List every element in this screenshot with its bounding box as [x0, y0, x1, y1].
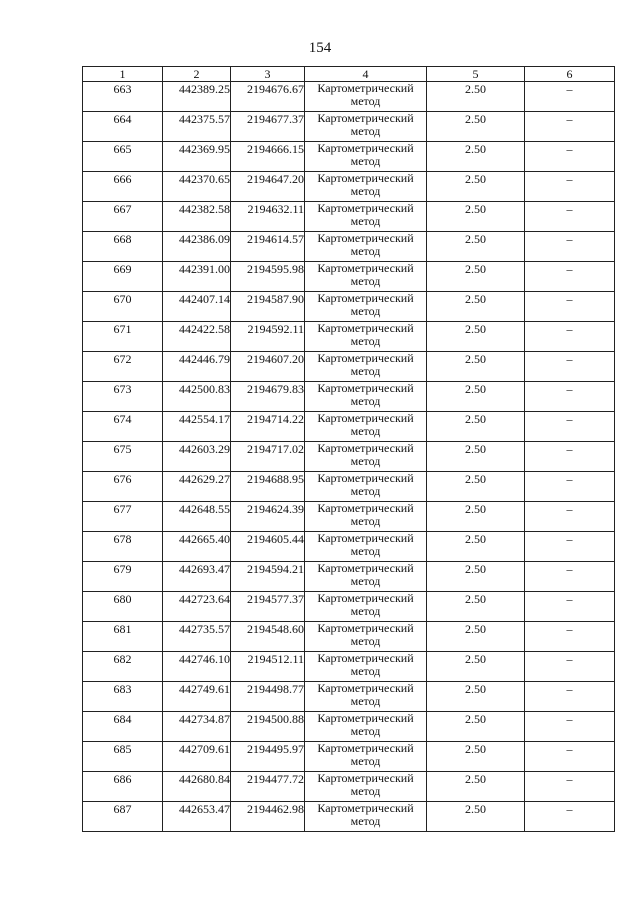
note-cell: – [525, 82, 615, 112]
accuracy-cell: 2.50 [427, 712, 525, 742]
point-number-cell: 683 [83, 682, 163, 712]
point-number-cell: 663 [83, 82, 163, 112]
y-coordinate-cell: 2194594.21 [231, 562, 305, 592]
point-number-cell: 680 [83, 592, 163, 622]
method-cell [305, 412, 427, 442]
method-cell [305, 802, 427, 832]
table-header-row [83, 67, 615, 82]
method-label-line1: Картометрический [317, 261, 414, 275]
accuracy-cell: 2.50 [427, 742, 525, 772]
point-number-cell: 673 [83, 382, 163, 412]
method-label-line2: метод [350, 453, 381, 468]
method-label-line1: Картометрический [317, 441, 414, 455]
method-label-line2: метод [350, 663, 381, 678]
point-number-cell: 674 [83, 412, 163, 442]
accuracy-cell: 2.50 [427, 382, 525, 412]
y-coordinate-cell: 2194624.39 [231, 502, 305, 532]
note-cell: – [525, 562, 615, 592]
accuracy-cell: 2.50 [427, 442, 525, 472]
method-label-line1: Картометрический [317, 171, 414, 185]
accuracy-cell: 2.50 [427, 412, 525, 442]
x-coordinate-cell: 442709.61 [163, 742, 231, 772]
method-label-line2: метод [350, 813, 381, 828]
point-number-cell: 678 [83, 532, 163, 562]
method-cell [305, 742, 427, 772]
accuracy-cell: 2.50 [427, 202, 525, 232]
method-label-line1: Картометрический [317, 651, 414, 665]
method-cell [305, 682, 427, 712]
method-cell [305, 232, 427, 262]
y-coordinate-cell: 2194512.11 [231, 652, 305, 682]
method-label-line2: метод [350, 153, 381, 168]
point-number-cell: 685 [83, 742, 163, 772]
table-row [83, 382, 615, 412]
y-coordinate-cell: 2194495.97 [231, 742, 305, 772]
method-label-line1: Картометрический [317, 471, 414, 485]
method-label-line1: Картометрический [317, 741, 414, 755]
method-label-line1: Картометрический [317, 231, 414, 245]
point-number-cell: 671 [83, 322, 163, 352]
accuracy-cell: 2.50 [427, 472, 525, 502]
x-coordinate-cell: 442382.58 [163, 202, 231, 232]
method-cell [305, 82, 427, 112]
method-label-line2: метод [350, 123, 381, 138]
note-cell: – [525, 472, 615, 502]
table-row [83, 82, 615, 112]
column-header-3: 3 [231, 67, 305, 82]
point-number-cell: 687 [83, 802, 163, 832]
table-body [83, 82, 615, 832]
table-row [83, 652, 615, 682]
method-label-line1: Картометрический [317, 801, 414, 815]
y-coordinate-cell: 2194577.37 [231, 592, 305, 622]
table-row [83, 622, 615, 652]
method-cell [305, 322, 427, 352]
x-coordinate-cell: 442389.25 [163, 82, 231, 112]
y-coordinate-cell: 2194607.20 [231, 352, 305, 382]
y-coordinate-cell: 2194614.57 [231, 232, 305, 262]
method-cell [305, 532, 427, 562]
x-coordinate-cell: 442446.79 [163, 352, 231, 382]
table-row [83, 172, 615, 202]
method-cell [305, 112, 427, 142]
x-coordinate-cell: 442407.14 [163, 292, 231, 322]
x-coordinate-cell: 442653.47 [163, 802, 231, 832]
method-label-line2: метод [350, 243, 381, 258]
y-coordinate-cell: 2194679.83 [231, 382, 305, 412]
y-coordinate-cell: 2194714.22 [231, 412, 305, 442]
note-cell: – [525, 112, 615, 142]
table-row [83, 142, 615, 172]
method-cell [305, 652, 427, 682]
point-number-cell: 667 [83, 202, 163, 232]
x-coordinate-cell: 442693.47 [163, 562, 231, 592]
accuracy-cell: 2.50 [427, 592, 525, 622]
note-cell: – [525, 652, 615, 682]
accuracy-cell: 2.50 [427, 802, 525, 832]
method-label-line2: метод [350, 633, 381, 648]
method-label-line2: метод [350, 573, 381, 588]
note-cell: – [525, 232, 615, 262]
table-row [83, 412, 615, 442]
method-label-line1: Картометрический [317, 591, 414, 605]
note-cell: – [525, 772, 615, 802]
note-cell: – [525, 442, 615, 472]
table-row [83, 502, 615, 532]
point-number-cell: 676 [83, 472, 163, 502]
y-coordinate-cell: 2194477.72 [231, 772, 305, 802]
column-header-6: 6 [525, 67, 615, 82]
note-cell: – [525, 682, 615, 712]
method-label-line2: метод [350, 603, 381, 618]
accuracy-cell: 2.50 [427, 562, 525, 592]
point-number-cell: 686 [83, 772, 163, 802]
method-cell [305, 172, 427, 202]
y-coordinate-cell: 2194632.11 [231, 202, 305, 232]
accuracy-cell: 2.50 [427, 772, 525, 802]
x-coordinate-cell: 442370.65 [163, 172, 231, 202]
method-label-line1: Картометрический [317, 531, 414, 545]
method-label-line1: Картометрический [317, 411, 414, 425]
x-coordinate-cell: 442665.40 [163, 532, 231, 562]
method-label-line1: Картометрический [317, 711, 414, 725]
method-label-line1: Картометрический [317, 291, 414, 305]
accuracy-cell: 2.50 [427, 112, 525, 142]
y-coordinate-cell: 2194647.20 [231, 172, 305, 202]
method-cell [305, 502, 427, 532]
point-number-cell: 672 [83, 352, 163, 382]
accuracy-cell: 2.50 [427, 82, 525, 112]
method-cell [305, 292, 427, 322]
accuracy-cell: 2.50 [427, 502, 525, 532]
note-cell: – [525, 352, 615, 382]
method-cell [305, 622, 427, 652]
table-row [83, 232, 615, 262]
table-row [83, 592, 615, 622]
x-coordinate-cell: 442629.27 [163, 472, 231, 502]
accuracy-cell: 2.50 [427, 352, 525, 382]
point-number-cell: 670 [83, 292, 163, 322]
y-coordinate-cell: 2194498.77 [231, 682, 305, 712]
y-coordinate-cell: 2194717.02 [231, 442, 305, 472]
method-label-line1: Картометрический [317, 81, 414, 95]
method-label-line1: Картометрический [317, 201, 414, 215]
accuracy-cell: 2.50 [427, 652, 525, 682]
note-cell: – [525, 802, 615, 832]
method-label-line2: метод [350, 513, 381, 528]
method-cell [305, 562, 427, 592]
note-cell: – [525, 382, 615, 412]
method-label-line2: метод [350, 273, 381, 288]
method-label-line2: метод [350, 723, 381, 738]
method-cell [305, 442, 427, 472]
note-cell: – [525, 172, 615, 202]
table-row [83, 112, 615, 142]
table-row [83, 682, 615, 712]
method-label-line2: метод [350, 333, 381, 348]
accuracy-cell: 2.50 [427, 232, 525, 262]
x-coordinate-cell: 442375.57 [163, 112, 231, 142]
table-row [83, 262, 615, 292]
method-label-line2: метод [350, 693, 381, 708]
y-coordinate-cell: 2194688.95 [231, 472, 305, 502]
method-label-line2: метод [350, 753, 381, 768]
column-header-1: 1 [83, 67, 163, 82]
x-coordinate-cell: 442500.83 [163, 382, 231, 412]
x-coordinate-cell: 442391.00 [163, 262, 231, 292]
accuracy-cell: 2.50 [427, 682, 525, 712]
point-number-cell: 664 [83, 112, 163, 142]
method-label-line2: метод [350, 423, 381, 438]
y-coordinate-cell: 2194676.67 [231, 82, 305, 112]
x-coordinate-cell: 442723.64 [163, 592, 231, 622]
accuracy-cell: 2.50 [427, 622, 525, 652]
y-coordinate-cell: 2194595.98 [231, 262, 305, 292]
table-row [83, 742, 615, 772]
x-coordinate-cell: 442735.57 [163, 622, 231, 652]
y-coordinate-cell: 2194500.88 [231, 712, 305, 742]
note-cell: – [525, 292, 615, 322]
method-cell [305, 772, 427, 802]
method-cell [305, 352, 427, 382]
note-cell: – [525, 412, 615, 442]
point-number-cell: 669 [83, 262, 163, 292]
method-label-line1: Картометрический [317, 351, 414, 365]
table-row [83, 712, 615, 742]
method-label-line2: метод [350, 783, 381, 798]
coordinates-table [82, 66, 615, 832]
method-label-line1: Картометрический [317, 141, 414, 155]
point-number-cell: 681 [83, 622, 163, 652]
method-label-line2: метод [350, 363, 381, 378]
note-cell: – [525, 532, 615, 562]
method-label-line1: Картометрический [317, 501, 414, 515]
method-cell [305, 262, 427, 292]
method-label-line1: Картометрический [317, 321, 414, 335]
table-row [83, 532, 615, 562]
method-label-line2: метод [350, 483, 381, 498]
note-cell: – [525, 142, 615, 172]
x-coordinate-cell: 442554.17 [163, 412, 231, 442]
method-label-line1: Картометрический [317, 681, 414, 695]
method-label-line2: метод [350, 183, 381, 198]
method-label-line1: Картометрический [317, 381, 414, 395]
table-row [83, 292, 615, 322]
note-cell: – [525, 742, 615, 772]
point-number-cell: 677 [83, 502, 163, 532]
accuracy-cell: 2.50 [427, 142, 525, 172]
y-coordinate-cell: 2194666.15 [231, 142, 305, 172]
note-cell: – [525, 712, 615, 742]
table-row [83, 352, 615, 382]
column-header-2: 2 [163, 67, 231, 82]
accuracy-cell: 2.50 [427, 172, 525, 202]
x-coordinate-cell: 442648.55 [163, 502, 231, 532]
method-cell [305, 592, 427, 622]
accuracy-cell: 2.50 [427, 532, 525, 562]
y-coordinate-cell: 2194592.11 [231, 322, 305, 352]
x-coordinate-cell: 442749.61 [163, 682, 231, 712]
point-number-cell: 668 [83, 232, 163, 262]
method-label-line2: метод [350, 393, 381, 408]
method-label-line2: метод [350, 303, 381, 318]
x-coordinate-cell: 442422.58 [163, 322, 231, 352]
method-label-line1: Картометрический [317, 621, 414, 635]
accuracy-cell: 2.50 [427, 322, 525, 352]
y-coordinate-cell: 2194587.90 [231, 292, 305, 322]
method-label-line2: метод [350, 543, 381, 558]
x-coordinate-cell: 442680.84 [163, 772, 231, 802]
method-cell [305, 472, 427, 502]
table-row [83, 472, 615, 502]
point-number-cell: 675 [83, 442, 163, 472]
column-header-4: 4 [305, 67, 427, 82]
method-label-line1: Картометрический [317, 111, 414, 125]
note-cell: – [525, 622, 615, 652]
point-number-cell: 682 [83, 652, 163, 682]
column-header-5: 5 [427, 67, 525, 82]
table-row [83, 772, 615, 802]
method-label-line2: метод [350, 213, 381, 228]
x-coordinate-cell: 442369.95 [163, 142, 231, 172]
point-number-cell: 666 [83, 172, 163, 202]
note-cell: – [525, 202, 615, 232]
table-row [83, 802, 615, 832]
x-coordinate-cell: 442603.29 [163, 442, 231, 472]
y-coordinate-cell: 2194462.98 [231, 802, 305, 832]
method-label-line1: Картометрический [317, 771, 414, 785]
method-cell [305, 202, 427, 232]
y-coordinate-cell: 2194548.60 [231, 622, 305, 652]
table-row [83, 562, 615, 592]
method-label-line1: Картометрический [317, 561, 414, 575]
accuracy-cell: 2.50 [427, 262, 525, 292]
method-cell [305, 712, 427, 742]
y-coordinate-cell: 2194605.44 [231, 532, 305, 562]
point-number-cell: 679 [83, 562, 163, 592]
page-number: 154 [308, 40, 332, 56]
x-coordinate-cell: 442386.09 [163, 232, 231, 262]
y-coordinate-cell: 2194677.37 [231, 112, 305, 142]
note-cell: – [525, 322, 615, 352]
point-number-cell: 684 [83, 712, 163, 742]
note-cell: – [525, 502, 615, 532]
accuracy-cell: 2.50 [427, 292, 525, 322]
x-coordinate-cell: 442734.87 [163, 712, 231, 742]
method-cell [305, 382, 427, 412]
point-number-cell: 665 [83, 142, 163, 172]
note-cell: – [525, 262, 615, 292]
table-row [83, 442, 615, 472]
note-cell: – [525, 592, 615, 622]
table-row [83, 322, 615, 352]
table-row [83, 202, 615, 232]
x-coordinate-cell: 442746.10 [163, 652, 231, 682]
method-label-line2: метод [350, 93, 381, 108]
method-cell [305, 142, 427, 172]
